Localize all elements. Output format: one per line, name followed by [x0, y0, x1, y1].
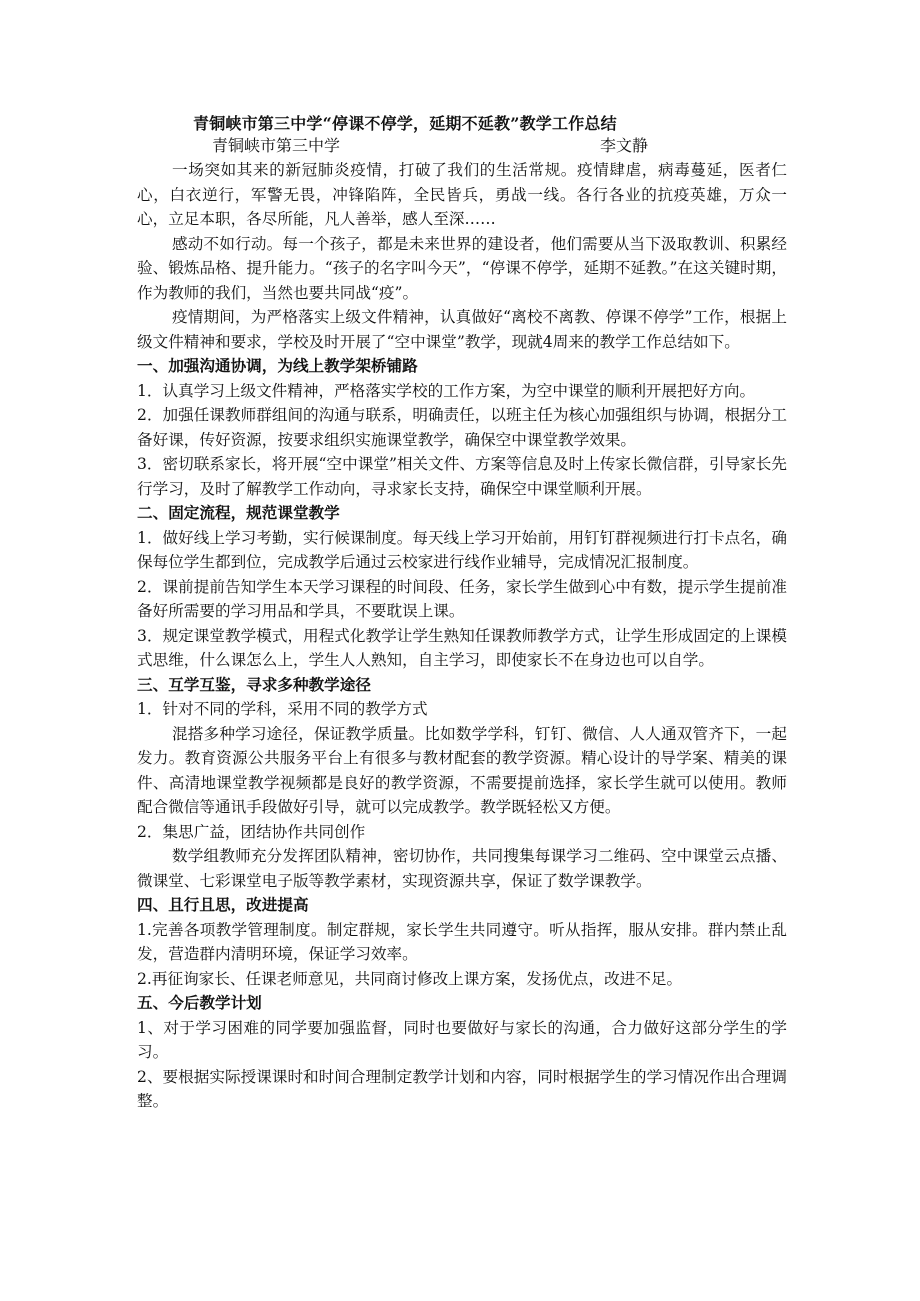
intro-paragraph: 疫情期间，为严格落实上级文件精神，认真做好“离校不离教、停课不停学”工作，根据上级文件精神和要求，学校及时开展了“空中课堂”教学，现就4周来的教学工作总结如下。 [137, 308, 787, 351]
intro-paragraph: 感动不如行动。每一个孩子，都是未来世界的建设者，他们需要从当下汲取教训、积累经验、锻炼品格、提升能力。“孩子的名字叫今天”，“停课不停学，延期不延教。”在这关键时期，作为教师的我们，当然也要共同战“疫”。 [137, 234, 787, 302]
school-name: 青铜峡市第三中学 [212, 136, 341, 155]
list-item: 2、要根据实际授课课时和时间合理制定教学计划和内容，同时根据学生的学习情况作出合理调整。 [137, 1067, 787, 1110]
list-item: 2．集思广益，团结协作共同创作 [137, 822, 366, 841]
body-paragraph: 数学组教师充分发挥团队精神，密切协作，共同搜集每课学习二维码、空中课堂云点播、微课堂、七彩课堂电子版等教学素材，实现资源共享，保证了数学课教学。 [137, 847, 787, 890]
list-item: 1.完善各项教学管理制度。制定群规，家长学生共同遵守。听从指挥，服从安排。群内禁止乱发，营造群内清明环境，保证学习效率。 [137, 920, 787, 963]
section-heading: 五、今后教学计划 [137, 993, 262, 1012]
list-item: 2.再征询家长、任课老师意见，共同商讨修改上课方案，发扬优点，改进不足。 [137, 969, 683, 988]
list-item: 2．课前提前告知学生本天学习课程的时间段、任务，家长学生做到心中有数，提示学生提前准备好所需要的学习用品和学具，不要耽误上课。 [137, 577, 787, 620]
section-heading: 二、固定流程，规范课堂教学 [137, 503, 340, 522]
list-item: 2．加强任课教师群组间的沟通与联系，明确责任，以班主任为核心加强组织与协调，根据分工备好课，传好资源，按要求组织实施课堂教学，确保空中课堂教学效果。 [137, 406, 787, 449]
list-item: 1．做好线上学习考勤，实行候课制度。每天线上学习开始前，用钉钉群视频进行打卡点名，确保每位学生都到位，完成教学后通过云校家进行线作业辅导，完成情况汇报制度。 [137, 528, 787, 571]
list-item: 1．认真学习上级文件精神，严格落实学校的工作方案，为空中课堂的顺利开展把好方向。 [137, 381, 756, 400]
list-item: 1、对于学习困难的同学要加强监督，同时也要做好与家长的沟通，合力做好这部分学生的学习。 [137, 1018, 787, 1061]
list-item: 3．密切联系家长，将开展“空中课堂”相关文件、方案等信息及时上传家长微信群，引导家长先行学习，及时了解教学工作动向，寻求家长支持，确保空中课堂顺利开展。 [137, 455, 787, 498]
list-item: 3．规定课堂教学模式，用程式化教学让学生熟知任课教师教学方式，让学生形成固定的上课模式思维，什么课怎么上，学生人人熟知，自主学习，即使家长不在身边也可以自学。 [137, 626, 787, 669]
author-name: 李文静 [600, 136, 649, 155]
body-paragraph: 混搭多种学习途径，保证教学质量。比如数学学科，钉钉、微信、人人通双管齐下，一起发力。教育资源公共服务平台上有很多与教材配套的教学资源。精心设计的导学案、精美的课件、高清地课堂教学视频都是良好的教学资源，不需要提前选择，家长学生就可以使用。教师配合微信等通讯手段做好引导，就可以完成教学。教学既轻松又方便。 [137, 724, 787, 816]
section-heading: 三、互学互鉴，寻求多种教学途径 [137, 674, 371, 694]
section-heading: 一、加强沟通协调，为线上教学架桥铺路 [137, 356, 418, 375]
section-heading: 四、且行且思，改进提高 [137, 895, 309, 914]
intro-paragraph: 一场突如其来的新冠肺炎疫情，打破了我们的生活常规。疫情肆虐，病毒蔓延，医者仁心，白衣逆行，军警无畏，冲锋陷阵，全民皆兵，勇战一线。各行各业的抗疫英雄，万众一心，立足本职，各尽所能，凡人善举，感人至深…… [137, 161, 787, 228]
document-title: 青铜峡市第三中学“停课不停学，延期不延教”教学工作总结 [193, 114, 617, 133]
list-item: 1．针对不同的学科，采用不同的教学方式 [137, 700, 428, 718]
document-body [137, 158, 787, 1114]
